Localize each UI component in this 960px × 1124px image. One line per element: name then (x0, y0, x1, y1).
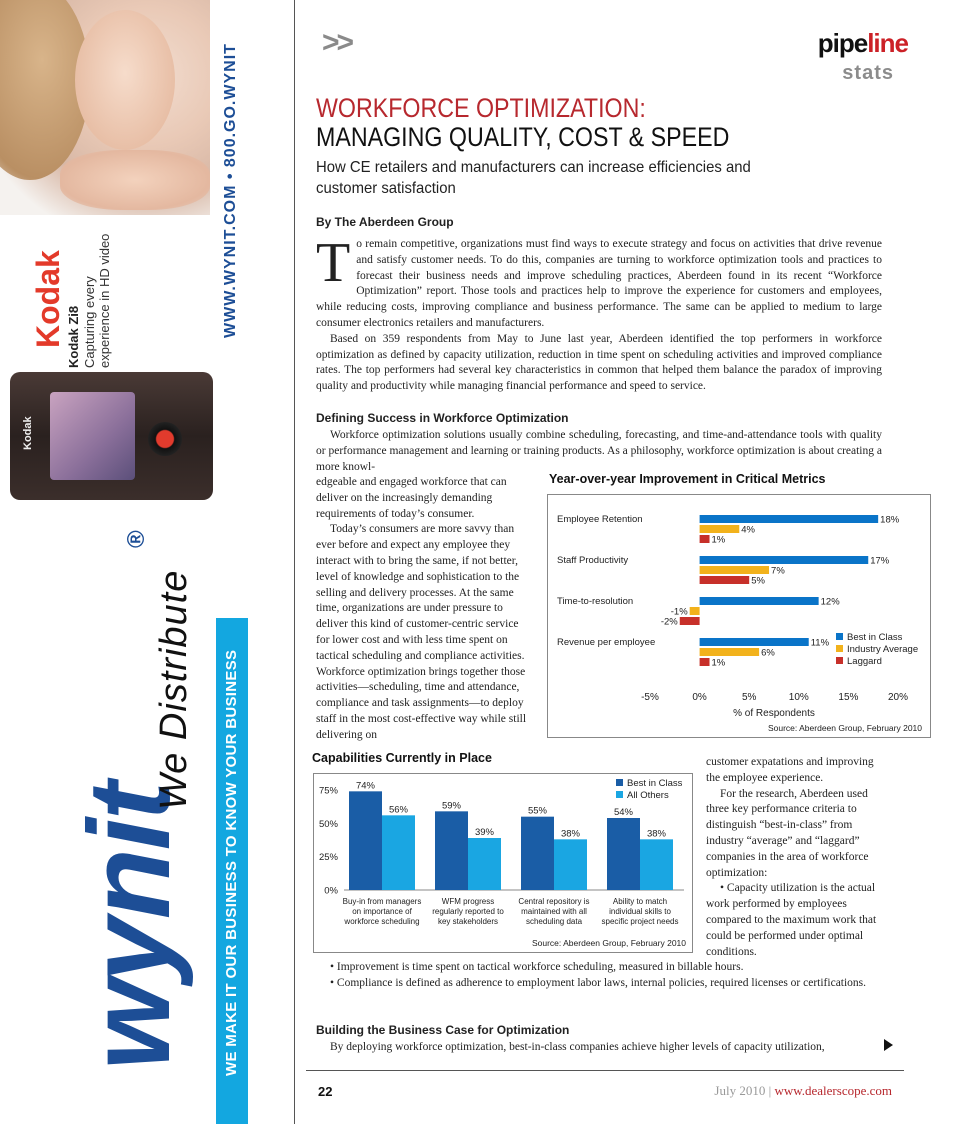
chart1-bar (700, 638, 809, 646)
chart2-capabilities-in-place (314, 774, 694, 954)
chart2-bar (521, 817, 554, 890)
chart1-bar (700, 556, 869, 564)
chart2-bar (607, 818, 640, 890)
chart1-legend-label: Industry Average (847, 644, 919, 655)
defining-column-paragraph-1: edgeable and engaged workforce that can deliver on the increasingly demanding requirements of today’s consumer. (316, 476, 507, 520)
chart1-data-label: 5% (751, 575, 765, 587)
section-chevrons: >> (322, 26, 352, 59)
chart1-legend-label: Laggard (847, 656, 882, 667)
chart2-data-label: 38% (646, 828, 667, 840)
chart1-legend-label: Best in Class (847, 632, 903, 643)
chart1-title: Year-over-year Improvement in Critical Metrics (549, 472, 826, 486)
footer-issue-url (714, 1083, 892, 1099)
chart1-data-label: -1% (670, 606, 688, 618)
chart2-category-label: workforce scheduling (344, 917, 420, 926)
chart1-bar (700, 576, 750, 584)
defining-column (316, 475, 532, 744)
chart1-frame (547, 494, 931, 738)
chart2-tick-label: 75% (318, 785, 338, 797)
chart1-tick-label: 5% (741, 692, 757, 703)
ad-bluebar-text: WE MAKE IT OUR BUSINESS TO KNOW YOUR BUSINESS (223, 649, 240, 1076)
article-byline: By The Aberdeen Group (316, 215, 454, 229)
chart1-data-label: 6% (761, 647, 775, 659)
chart1-bar (700, 535, 710, 543)
chart2-category-label: Buy-in from managers (342, 897, 422, 906)
chart2-data-label: 56% (388, 804, 409, 816)
defining-paragraph-1: Workforce optimization solutions usually combine scheduling, forecasting, and time-and-attendance tools with quality or performance management and learning or training products. As a philosophy, workforce optimization is about creating a more knowl- (316, 429, 882, 473)
chart1-data-label: 17% (870, 555, 890, 567)
chart1-data-label: 4% (741, 524, 756, 536)
chart1-bar (680, 617, 700, 625)
chart2-category-label: WFM progress (441, 897, 495, 906)
camera-screen (50, 392, 135, 480)
chart1-tick-label: 10% (788, 692, 809, 703)
chart1-bar (700, 597, 819, 605)
pipeline-logo (818, 28, 908, 59)
intro-section (316, 232, 882, 395)
chart2-legend-label: Best in Class (627, 778, 683, 789)
chart2-category-label: specific project needs (601, 917, 679, 926)
pipeline-logo-a: pipe (817, 28, 868, 58)
chart1-data-label: 1% (711, 657, 726, 669)
chart1-legend-swatch (836, 645, 843, 652)
chart1-bar (700, 515, 879, 523)
chart2-legend-swatch (616, 791, 623, 798)
chart1-category-label: Employee Retention (557, 514, 643, 525)
article-title-line1: WORKFORCE OPTIMIZATION: (316, 93, 646, 123)
chart2-category-label: regularly reported to (432, 907, 504, 916)
camera-brand: Kodak (22, 416, 34, 450)
chart1-legend-swatch (836, 633, 843, 640)
footer-rule (306, 1070, 904, 1071)
chart1-data-label: 1% (711, 534, 726, 546)
chart1-data-label: -2% (660, 616, 678, 628)
bullet-improvement: • Improvement is time spent on tactical workforce scheduling, measured in billable hours. (330, 961, 744, 973)
chart2-bar (382, 815, 415, 890)
chart2-data-label: 74% (355, 780, 376, 792)
camera-record-button-icon (148, 422, 182, 456)
chart1-source: Source: Aberdeen Group, February 2010 (767, 723, 922, 733)
ad-photo-woman (0, 0, 210, 215)
chart2-frame (313, 773, 693, 953)
chart1-data-label: 18% (880, 514, 900, 526)
chart2-bar (554, 839, 587, 890)
subhead-defining-success: Defining Success in Workforce Optimization (316, 411, 569, 425)
pipeline-logo-b: line (867, 28, 908, 58)
chart2-bar (349, 791, 382, 890)
chart2-legend-label: All Others (627, 790, 669, 801)
chart1-data-label: 12% (820, 596, 840, 608)
bullets-bottom (316, 960, 888, 992)
building-paragraph: By deploying workforce optimization, best-in-class companies achieve higher levels of capacity utilization, (330, 1041, 825, 1053)
chart2-category-label: key stakeholders (437, 917, 499, 926)
chart1-tick-label: 20% (887, 692, 909, 703)
bullet-compliance: • Compliance is defined as adherence to employment labor laws, internal policies, required licenses or certifications. (330, 976, 867, 989)
chart1-legend-swatch (836, 657, 843, 664)
capabilities-paragraph-1: customer expatations and improving the employee experience. (706, 756, 874, 784)
chart1-bar (690, 607, 700, 615)
intro-paragraph-1: o remain competitive, organizations must find ways to execute strategy and focus on activities that drive revenue and satisfy customer needs. To do this, companies are turning to workforce optimization tools and practices to forecast their business needs and improve scheduling practices, Aberdeen found in its recent “Workforce Optimization” report. Those tools and practices help to improve the experience for customers and employees, while reducing costs, improving compliance and business performance. The same can be applied to medium to large consumer electronics retailers and manufacturers. (316, 238, 882, 329)
wynit-website-phone[interactable]: WWW.WYNIT.COM • 800.GO.WYNIT (222, 43, 239, 338)
footer-url[interactable]: www.dealerscope.com (774, 1083, 892, 1098)
kodak-tagline-2: experience in HD video (97, 233, 112, 368)
kodak-model: Kodak Zi8 (66, 305, 81, 368)
chart1-tick-label: -5% (641, 692, 659, 703)
kodak-logo: Kodak (30, 250, 66, 348)
chart1-data-label: 7% (771, 565, 785, 577)
footer-issue: July 2010 (714, 1083, 766, 1098)
chart2-category-label: Central repository is (518, 897, 590, 906)
footer-separator: | (768, 1083, 772, 1098)
bullet-capacity-utilization: • Capacity utilization is the actual work performed by employees compared to the maximum work that could be performed under optimal conditions. (706, 882, 877, 958)
chart2-data-label: 55% (527, 805, 548, 817)
wynit-advertisement[interactable] (0, 0, 292, 1124)
kodak-tagline-1: Capturing every (82, 276, 97, 368)
registered-mark: ® (123, 530, 150, 548)
chart1-category-label: Staff Productivity (557, 555, 629, 566)
chart2-category-label: on importance of (352, 907, 412, 916)
continue-arrow-icon[interactable] (884, 1039, 893, 1051)
wynit-logo: wynit (64, 783, 194, 1070)
chart1-tick-label: 15% (838, 692, 859, 703)
subhead-building-business-case: Building the Business Case for Optimization (316, 1023, 570, 1037)
chart1-axis-label: % of Respondents (733, 708, 815, 719)
stats-label: stats (842, 62, 894, 84)
chart2-category-label: scheduling data (525, 917, 583, 926)
capabilities-column (706, 755, 890, 960)
chart2-title: Capabilities Currently in Place (312, 751, 492, 765)
chart1-year-over-year-improvement (548, 495, 932, 739)
chart2-data-label: 59% (441, 800, 462, 812)
page-number: 22 (318, 1084, 333, 1099)
chart2-tick-label: 0% (324, 885, 338, 897)
chart2-source: Source: Aberdeen Group, February 2010 (531, 938, 686, 948)
chart2-category-label: Ability to match (612, 897, 668, 906)
chart2-bar (468, 838, 501, 890)
wynit-slogan: We Distribute (153, 569, 195, 810)
chart1-tick-label: 0% (692, 692, 707, 703)
article-title-line2: MANAGING QUALITY, COST & SPEED (316, 122, 730, 152)
chart2-data-label: 38% (560, 828, 581, 840)
chart2-tick-label: 50% (318, 818, 338, 830)
chart2-tick-label: 25% (318, 852, 338, 864)
chart1-bar (700, 566, 769, 574)
ad-photo-face (75, 10, 175, 150)
chart1-data-label: 11% (810, 637, 830, 649)
intro-paragraph-2: Based on 359 respondents from May to June last year, Aberdeen identified the top performers in workforce optimization as defined by capacity utilization, reduction in time spent on scheduling activities and improved compliance rates. The top performers had several key characteristics in common that helped them balance the paradox of improving quality and productivity while managing financial performance and speed to service. (316, 332, 882, 393)
ad-photo-hand (60, 150, 210, 210)
chart2-data-label: 39% (474, 827, 495, 838)
capabilities-paragraph-2: For the research, Aberdeen used three key performance criteria to distinguish “best-in-class” from industry “average” and “laggard” companies in the area of workforce optimization: (706, 787, 869, 879)
chart2-category-label: maintained with all (521, 907, 587, 916)
chart2-data-label: 54% (613, 807, 634, 818)
chart2-bar (640, 839, 673, 890)
chart1-category-label: Revenue per employee (557, 637, 656, 648)
chart2-category-label: individual skills to (609, 907, 671, 916)
chart1-bar (700, 525, 740, 533)
drop-cap: T (316, 232, 351, 294)
camera-image (10, 372, 213, 500)
chart1-bar (700, 658, 710, 666)
chart1-bar (700, 648, 760, 656)
defining-column-paragraph-2: Today’s consumers are more savvy than ever before and expect any employee they interact with to bring the same, if not better, level of knowledge and sophistication to the selling and delivery processes. At the same time, organizations are under pressure to deliver this kind of customer-centric service for lower cost and with less time spent on tactical scheduling and compliance activities. Workforce optimization brings together those activities—scheduling, time and attendance, compliance and task assignments—to deploy staff in the most cost-effective way while still delivering on (316, 523, 527, 741)
chart2-bar (435, 811, 468, 890)
article-subtitle: How CE retailers and manufacturers can increase efficiencies and customer satisfaction (316, 159, 751, 197)
chart1-category-label: Time-to-resolution (557, 596, 634, 607)
ad-divider (294, 0, 295, 1124)
chart2-legend-swatch (616, 779, 623, 786)
